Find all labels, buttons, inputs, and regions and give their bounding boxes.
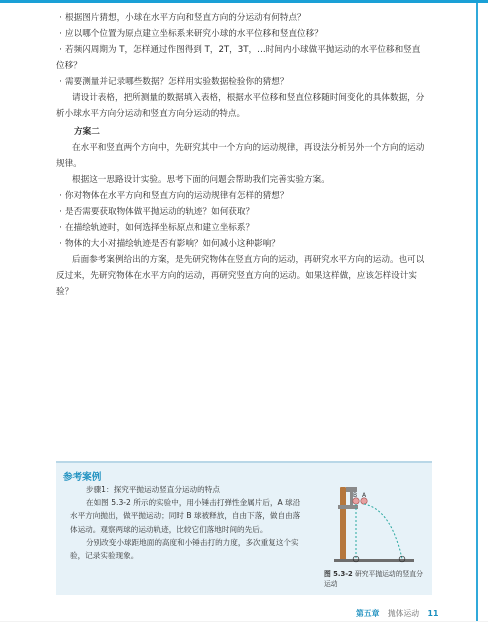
bullet-question-5: · 你对物体在水平方向和竖直方向的运动规律有怎样的猜想？ — [56, 188, 428, 204]
paragraph-plan-2-intro: 在水平和竖直两个方向中，先研究其中一个方向的运动规律，再设法分析另外一个方向的运动规律。 — [56, 143, 425, 169]
bullet-question-2: · 应以哪个位置为原点建立坐标系来研究小球的水平位移和竖直位移？ — [56, 26, 428, 42]
bullet-dot-icon: · — [59, 77, 62, 87]
label-b: B — [353, 492, 358, 499]
bullet-dot-icon: · — [59, 223, 62, 233]
footer-title: 抛体运动 — [387, 609, 420, 618]
main-text — [56, 10, 428, 300]
bullet-question-6: · 是否需要获取物体做平抛运动的轨迹？如何获取？ — [56, 204, 428, 220]
reference-case-paragraph-2: 分别改变小球距地面的高度和小锤击打的力度，多次重复这个实验，记录实验现象。 — [70, 537, 299, 561]
bullet-question-8: · 物体的大小对描绘轨迹是否有影响？如何减小这种影响？ — [56, 236, 428, 252]
bullet-dot-icon: · — [59, 13, 62, 23]
stand-post — [340, 487, 346, 561]
bullet-dot-icon: · — [59, 239, 62, 249]
figure-caption — [324, 569, 424, 589]
bullet-question-3: · 若频闪周期为 T，怎样通过作图得到 T，2T，3T，…时间内小球做平抛运动的水平位移和竖直位移？ — [56, 42, 428, 74]
bullet-dot-icon: · — [59, 207, 62, 217]
figure-number: 图 5.3-2 — [324, 570, 353, 578]
page-footer — [356, 608, 466, 622]
paragraph-table-design: 请设计表格，把所测量的数据填入表格，根据水平位移和竖直位移随时间变化的具体数据，分析小球水平方向分运动和竖直方向分运动的特点。 — [56, 93, 425, 119]
bullet-question-7: · 在描绘轨迹时，如何选择坐标原点和建立坐标系？ — [56, 220, 428, 236]
bullet-question-4: · 需要测量并记录哪些数据？怎样用实验数据检验你的猜想？ — [56, 74, 428, 90]
paragraph-plan-2-think: 根据这一思路设计实验。思考下面的问题会帮助我们完善实验方案。 — [72, 175, 330, 185]
figure-5-3-2 — [324, 473, 424, 588]
bullet-dot-icon: · — [59, 29, 62, 39]
bullet-dot-icon: · — [59, 191, 62, 201]
platform — [338, 505, 358, 509]
label-a: A — [362, 492, 367, 499]
top-accent-rule — [0, 0, 488, 3]
bullet-question-1: · 根据图片猜想，小球在水平方向和竖直方向的分运动有何特点？ — [56, 10, 428, 26]
reference-case-step-title: 步骤1：探究平抛运动竖直分运动的特点 — [86, 485, 220, 494]
section-heading-plan-2: 方案二 — [74, 127, 100, 137]
paragraph-reference-case-note: 后面参考案例给出的方案，是先研究物体在竖直方向的运动，再研究水平方向的运动。也可以反过来，先研究物体在水平方向的运动，再研究竖直方向的运动。如果这样做，应该怎样设计实验？ — [56, 255, 425, 297]
bullet-dot-icon: · — [59, 45, 62, 55]
reference-case-paragraph-1: 在如图 5.3-2 所示的实验中，用小锤击打弹性金属片后，A 球沿水平方向抛出，做平抛运动；同时 B 球被释放，自由下落，做自由落体运动。观察两球的运动轨迹，比较它们落地时间的先后。 — [70, 498, 301, 534]
right-accent-rule — [476, 0, 478, 621]
reference-case-text — [70, 483, 306, 562]
page-number: 11 — [427, 609, 439, 618]
reference-case-box — [56, 461, 432, 595]
figure-caption-text: 研究平抛运动的竖直分运动 — [324, 570, 423, 588]
reference-case-title: 参考案例 — [63, 472, 102, 483]
projectile-experiment-diagram — [324, 473, 424, 569]
footer-chapter: 第五章 — [356, 609, 380, 618]
ball-a-trajectory — [364, 504, 402, 559]
